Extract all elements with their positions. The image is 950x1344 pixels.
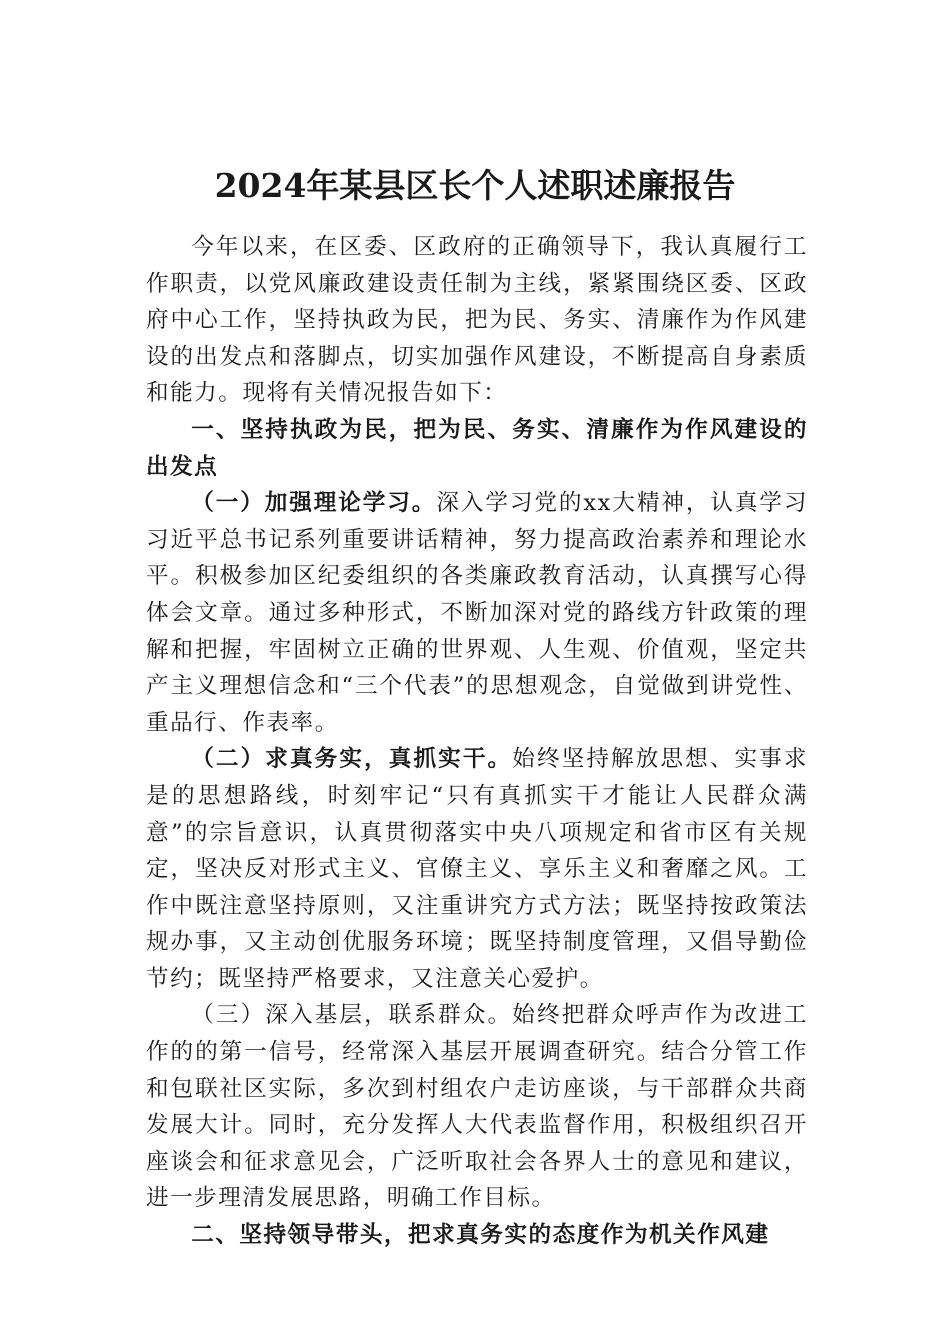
- section-1-item-1: [146, 485, 808, 741]
- section-2-heading: 二、坚持领导带头，把求真务实的态度作为机关作风建: [191, 1222, 770, 1249]
- section-1-heading: 一、坚持执政为民，把为民、务实、清廉作为作风建设的出发点: [146, 416, 808, 480]
- section-1-item-2: [146, 741, 808, 997]
- section-1-item-2-lead: （二）求真务实，真抓实干。: [191, 746, 513, 773]
- section-1-item-2-text: 始终坚持解放思想、实事求是的思想路线，时刻牢记“只有真抓实干才能让人民群众满意”的宗旨意识，认真贯彻落实中央八项规定和省市区有关规定，坚决反对形式主义、官僚主义、享乐主义和奢靡之风。工作中既注意坚持原则，又注重讲究方式方法；既坚持按政策法规办事，又主动创优服务环境；既坚持制度管理，又倡导勤俭节约；既坚持严格要求，又注意关心爱护。: [146, 746, 809, 992]
- document-title: 2024年某县区长个人述职述廉报告: [214, 166, 736, 205]
- section-1-item-1-text: 深入学习党的xx大精神，认真学习习近平总书记系列重要讲话精神，努力提高政治素养和理论水平。积极参加区纪委组织的各类廉政教育活动，认真撰写心得体会文章。通过多种形式，不断加深对党的路线方针政策的理解和把握，牢固树立正确的世界观、人生观、价值观，坚定共产主义理想信念和“三个代表”的思想观念，自觉做到讲党性、重品行、作表率。: [146, 490, 809, 736]
- intro-paragraph: 今年以来，在区委、区政府的正确领导下，我认真履行工作职责，以党风廉政建设责任制为主线，紧紧围绕区委、区政府中心工作，坚持执政为民，把为民、务实、清廉作为作风建设的出发点和落脚点，切实加强作风建设，不断提高自身素质和能力。现将有关情况报告如下：: [146, 234, 808, 407]
- section-1-item-1-lead: （一）加强理论学习。: [191, 490, 437, 517]
- section-1-item-3: （三）深入基层，联系群众。始终把群众呼声作为改进工作的的第一信号，经常深入基层开展调查研究。结合分管工作和包联社区实际，多次到村组农户走访座谈，与干部群众共商发展大计。同时，充分发挥人大代表监督作用，积极组织召开座谈会和征求意见会，广泛听取社会各界人士的意见和建议，进一步理清发展思路，明确工作目标。: [146, 1002, 808, 1212]
- document-body: [146, 229, 808, 1254]
